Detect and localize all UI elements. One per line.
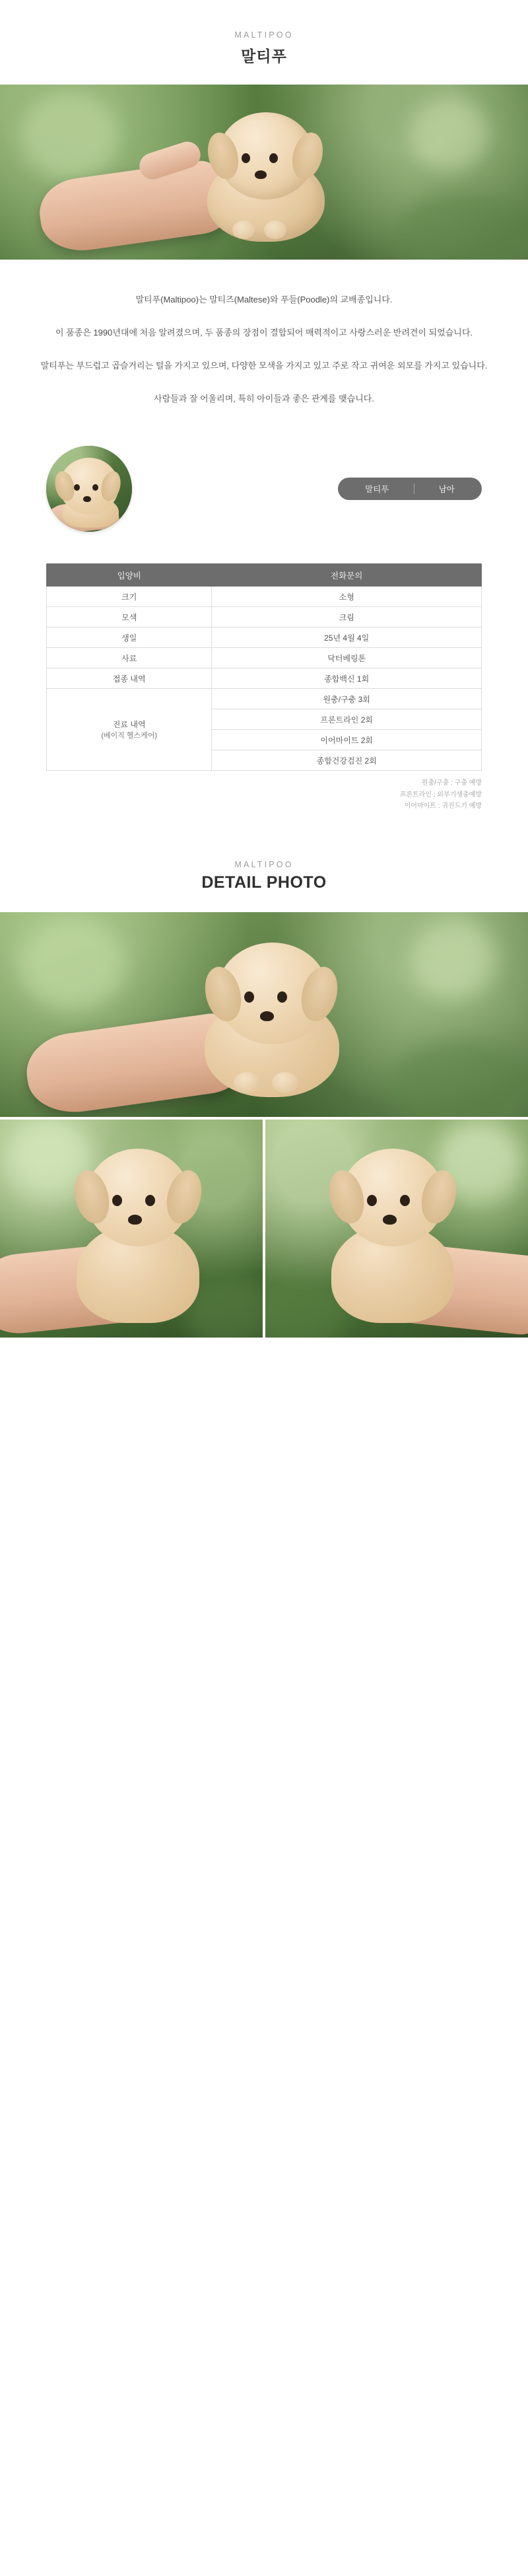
table-row [47, 689, 482, 709]
puppy-illustration [190, 940, 351, 1097]
bokeh-blob [409, 98, 488, 170]
avatar-puppy [55, 456, 123, 525]
treatment-value: 프론트라인 2회 [212, 709, 482, 730]
row-label-color: 모색 [47, 607, 212, 627]
treatment-value: 종합건강검진 2회 [212, 750, 482, 771]
treatment-value: 이어마이트 2회 [212, 730, 482, 750]
table-row [47, 648, 482, 668]
description-paragraph: 말티푸는 부드럽고 곱슬거리는 털을 가지고 있으며, 다양한 모색을 가지고 있고 주로 작고 귀여운 외모를 가지고 있습니다. [40, 361, 488, 371]
description-paragraph: 이 품종은 1990년대에 처음 알려졌으며, 두 품종의 장점이 결합되어 매력적이고 사랑스러운 반려견이 되었습니다. [55, 328, 473, 338]
row-label-birthday: 생일 [47, 627, 212, 648]
puppy-eye-left [244, 991, 254, 1003]
bokeh-blob [20, 91, 119, 177]
puppy-eye-right [277, 991, 287, 1003]
treatment-value: 원충/구충 3회 [212, 689, 482, 709]
puppy-eye-right [269, 153, 278, 163]
table-row [47, 587, 482, 607]
treatment-sub-label: (베이직 헬스케어) [101, 732, 158, 740]
detail-photo-right [265, 1120, 528, 1338]
puppy-paw-right [264, 221, 286, 239]
bokeh-blob [20, 916, 125, 1009]
detail-header-title: DETAIL PHOTO [201, 873, 327, 892]
table-row [47, 627, 482, 648]
row-label-vaccination: 접종 내역 [47, 668, 212, 689]
detail-header-eyebrow: MALTIPOO [234, 859, 294, 869]
detail-photo-left [0, 1120, 263, 1338]
description-section [0, 260, 528, 430]
puppy-illustration [195, 110, 334, 242]
table-header-adoption-fee: 입양비 [47, 564, 212, 587]
puppy-illustration [326, 1145, 458, 1316]
detail-photo-header [0, 812, 528, 912]
row-value-food: 닥터베링톤 [212, 648, 482, 668]
puppy-nose [255, 170, 267, 179]
detail-photo-large [0, 912, 528, 1117]
puppy-paw-left [234, 1072, 260, 1093]
row-label-treatment [47, 689, 212, 771]
badge-sex-label: 남아 [438, 485, 455, 494]
puppy-paw-left [232, 221, 255, 239]
puppy-nose [128, 1215, 142, 1225]
avatar-puppy-eye-right [92, 484, 98, 491]
header-eyebrow: MALTIPOO [234, 30, 294, 40]
row-label-food: 사료 [47, 648, 212, 668]
treatment-label: 진료 내역 [112, 720, 146, 729]
table-header-phone-inquiry: 전화문의 [212, 564, 482, 587]
puppy-eye-left [367, 1195, 377, 1206]
description-paragraph: 사람들과 잘 어울리며, 특히 아이들과 좋은 관계를 맺습니다. [154, 394, 374, 404]
detail-photo-row [0, 1120, 528, 1338]
row-value-color: 크림 [212, 607, 482, 627]
footnote-line: 프론트라인 : 외부기생충예방 [399, 791, 482, 799]
footnote-line: 원충/구충 : 구충 예방 [421, 779, 482, 787]
bokeh-blob [411, 920, 496, 999]
puppy-eye-right [400, 1195, 410, 1206]
table-header-row [47, 564, 482, 587]
row-value-birthday: 25년 4월 4일 [212, 627, 482, 648]
profile-row [0, 430, 528, 554]
puppy-paw-right [272, 1072, 298, 1093]
status-badge [338, 478, 482, 500]
table-row [47, 668, 482, 689]
row-label-size: 크기 [47, 587, 212, 607]
footnotes [0, 771, 528, 812]
page-header [0, 0, 528, 85]
puppy-illustration [71, 1145, 203, 1316]
avatar [46, 446, 132, 532]
puppy-nose [383, 1215, 397, 1225]
page-title: 말티푸 [241, 48, 287, 65]
table-row [47, 607, 482, 627]
spec-table-wrapper [0, 554, 528, 771]
puppy-nose [260, 1011, 274, 1021]
footnote-line: 이어마이트 : 귀진드기 예방 [404, 803, 482, 810]
puppy-eye-left [112, 1195, 122, 1206]
description-paragraph: 말티푸(Maltipoo)는 말티즈(Maltese)와 푸들(Poodle)의 교배종입니다. [135, 295, 393, 304]
avatar-puppy-eye-left [74, 484, 80, 491]
row-value-vaccination: 종합백신 1회 [212, 668, 482, 689]
puppy-eye-left [242, 153, 250, 163]
hero-photo [0, 85, 528, 260]
spec-table [46, 563, 482, 771]
badge-breed-label: 말티푸 [365, 485, 389, 494]
puppy-eye-right [145, 1195, 155, 1206]
row-value-size: 소형 [212, 587, 482, 607]
avatar-puppy-nose [83, 496, 91, 502]
